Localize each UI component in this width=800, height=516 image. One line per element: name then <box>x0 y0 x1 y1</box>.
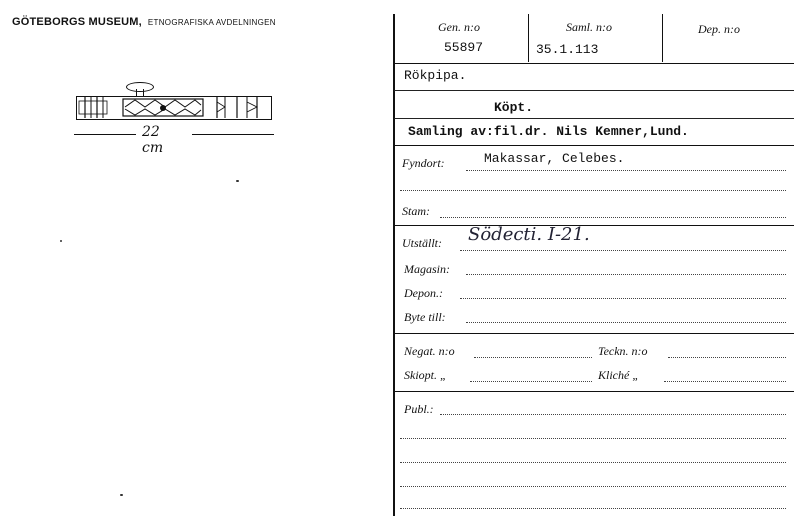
publ-dots-4 <box>400 486 786 487</box>
speck <box>120 494 123 496</box>
row-line-6 <box>394 391 794 392</box>
acquisition: Köpt. <box>494 100 534 115</box>
magasin-dots <box>466 274 786 275</box>
museum-header <box>12 12 276 30</box>
publ-dots-2 <box>400 438 786 439</box>
col-divider-1 <box>528 14 529 62</box>
fyndort-value: Makassar, Celebes. <box>484 151 625 166</box>
stam-dots <box>440 217 786 218</box>
utstallt-dots <box>460 250 786 251</box>
utstallt-value: Södecti. I-21. <box>468 224 590 245</box>
object-name: Rökpipa. <box>404 68 467 83</box>
depon-dots <box>460 298 786 299</box>
kliche-label: Kliché „ <box>598 368 639 382</box>
magasin-label: Magasin: <box>404 262 450 276</box>
speck <box>60 240 62 242</box>
scale-line-left <box>74 134 136 135</box>
collection: Samling av:fil.dr. Nils Kemner,Lund. <box>408 124 689 139</box>
negat-label: Negat. n:o <box>404 344 455 358</box>
row-line-1 <box>394 90 794 91</box>
saml-value: 35.1.113 <box>536 42 599 57</box>
gen-label: Gen. n:o <box>438 20 480 34</box>
skiopt-label: Skiopt. „ <box>404 368 447 382</box>
pipe-body <box>76 96 272 120</box>
publ-dots-5 <box>400 508 786 509</box>
department-name: ETNOGRAFISKA AVDELNINGEN <box>147 18 276 27</box>
gen-value: 55897 <box>444 40 484 55</box>
museum-name: GÖTEBORGS MUSEUM, <box>12 16 142 28</box>
row-line-5 <box>394 333 794 334</box>
fyndort-dots <box>466 170 786 171</box>
fyndort-label: Fyndort: <box>402 156 445 170</box>
publ-dots-1 <box>440 414 786 415</box>
utstallt-label: Utställt: <box>402 236 443 250</box>
negat-dots <box>474 357 592 358</box>
row-line-2 <box>394 118 794 119</box>
byte-dots <box>466 322 786 323</box>
saml-label: Saml. n:o <box>566 20 612 34</box>
publ-dots-3 <box>400 462 786 463</box>
teckn-dots <box>668 357 786 358</box>
depon-label: Depon.: <box>404 286 443 300</box>
row-line-3 <box>394 145 794 146</box>
pipe-ornament <box>77 97 270 118</box>
byte-label: Byte till: <box>404 310 446 324</box>
row-line-top <box>394 63 794 64</box>
scale-line-right <box>192 134 274 135</box>
row-line-4 <box>394 225 794 226</box>
publ-label: Publ.: <box>404 402 434 416</box>
speck <box>236 180 239 182</box>
fyndort-dots-2 <box>400 190 786 191</box>
teckn-label: Teckn. n:o <box>598 344 648 358</box>
scale-label: 22 cm <box>142 124 164 156</box>
skiopt-dots <box>470 381 592 382</box>
kliche-dots <box>664 381 786 382</box>
col-divider-2 <box>662 14 663 62</box>
dep-label: Dep. n:o <box>698 22 740 36</box>
stam-label: Stam: <box>402 204 430 218</box>
